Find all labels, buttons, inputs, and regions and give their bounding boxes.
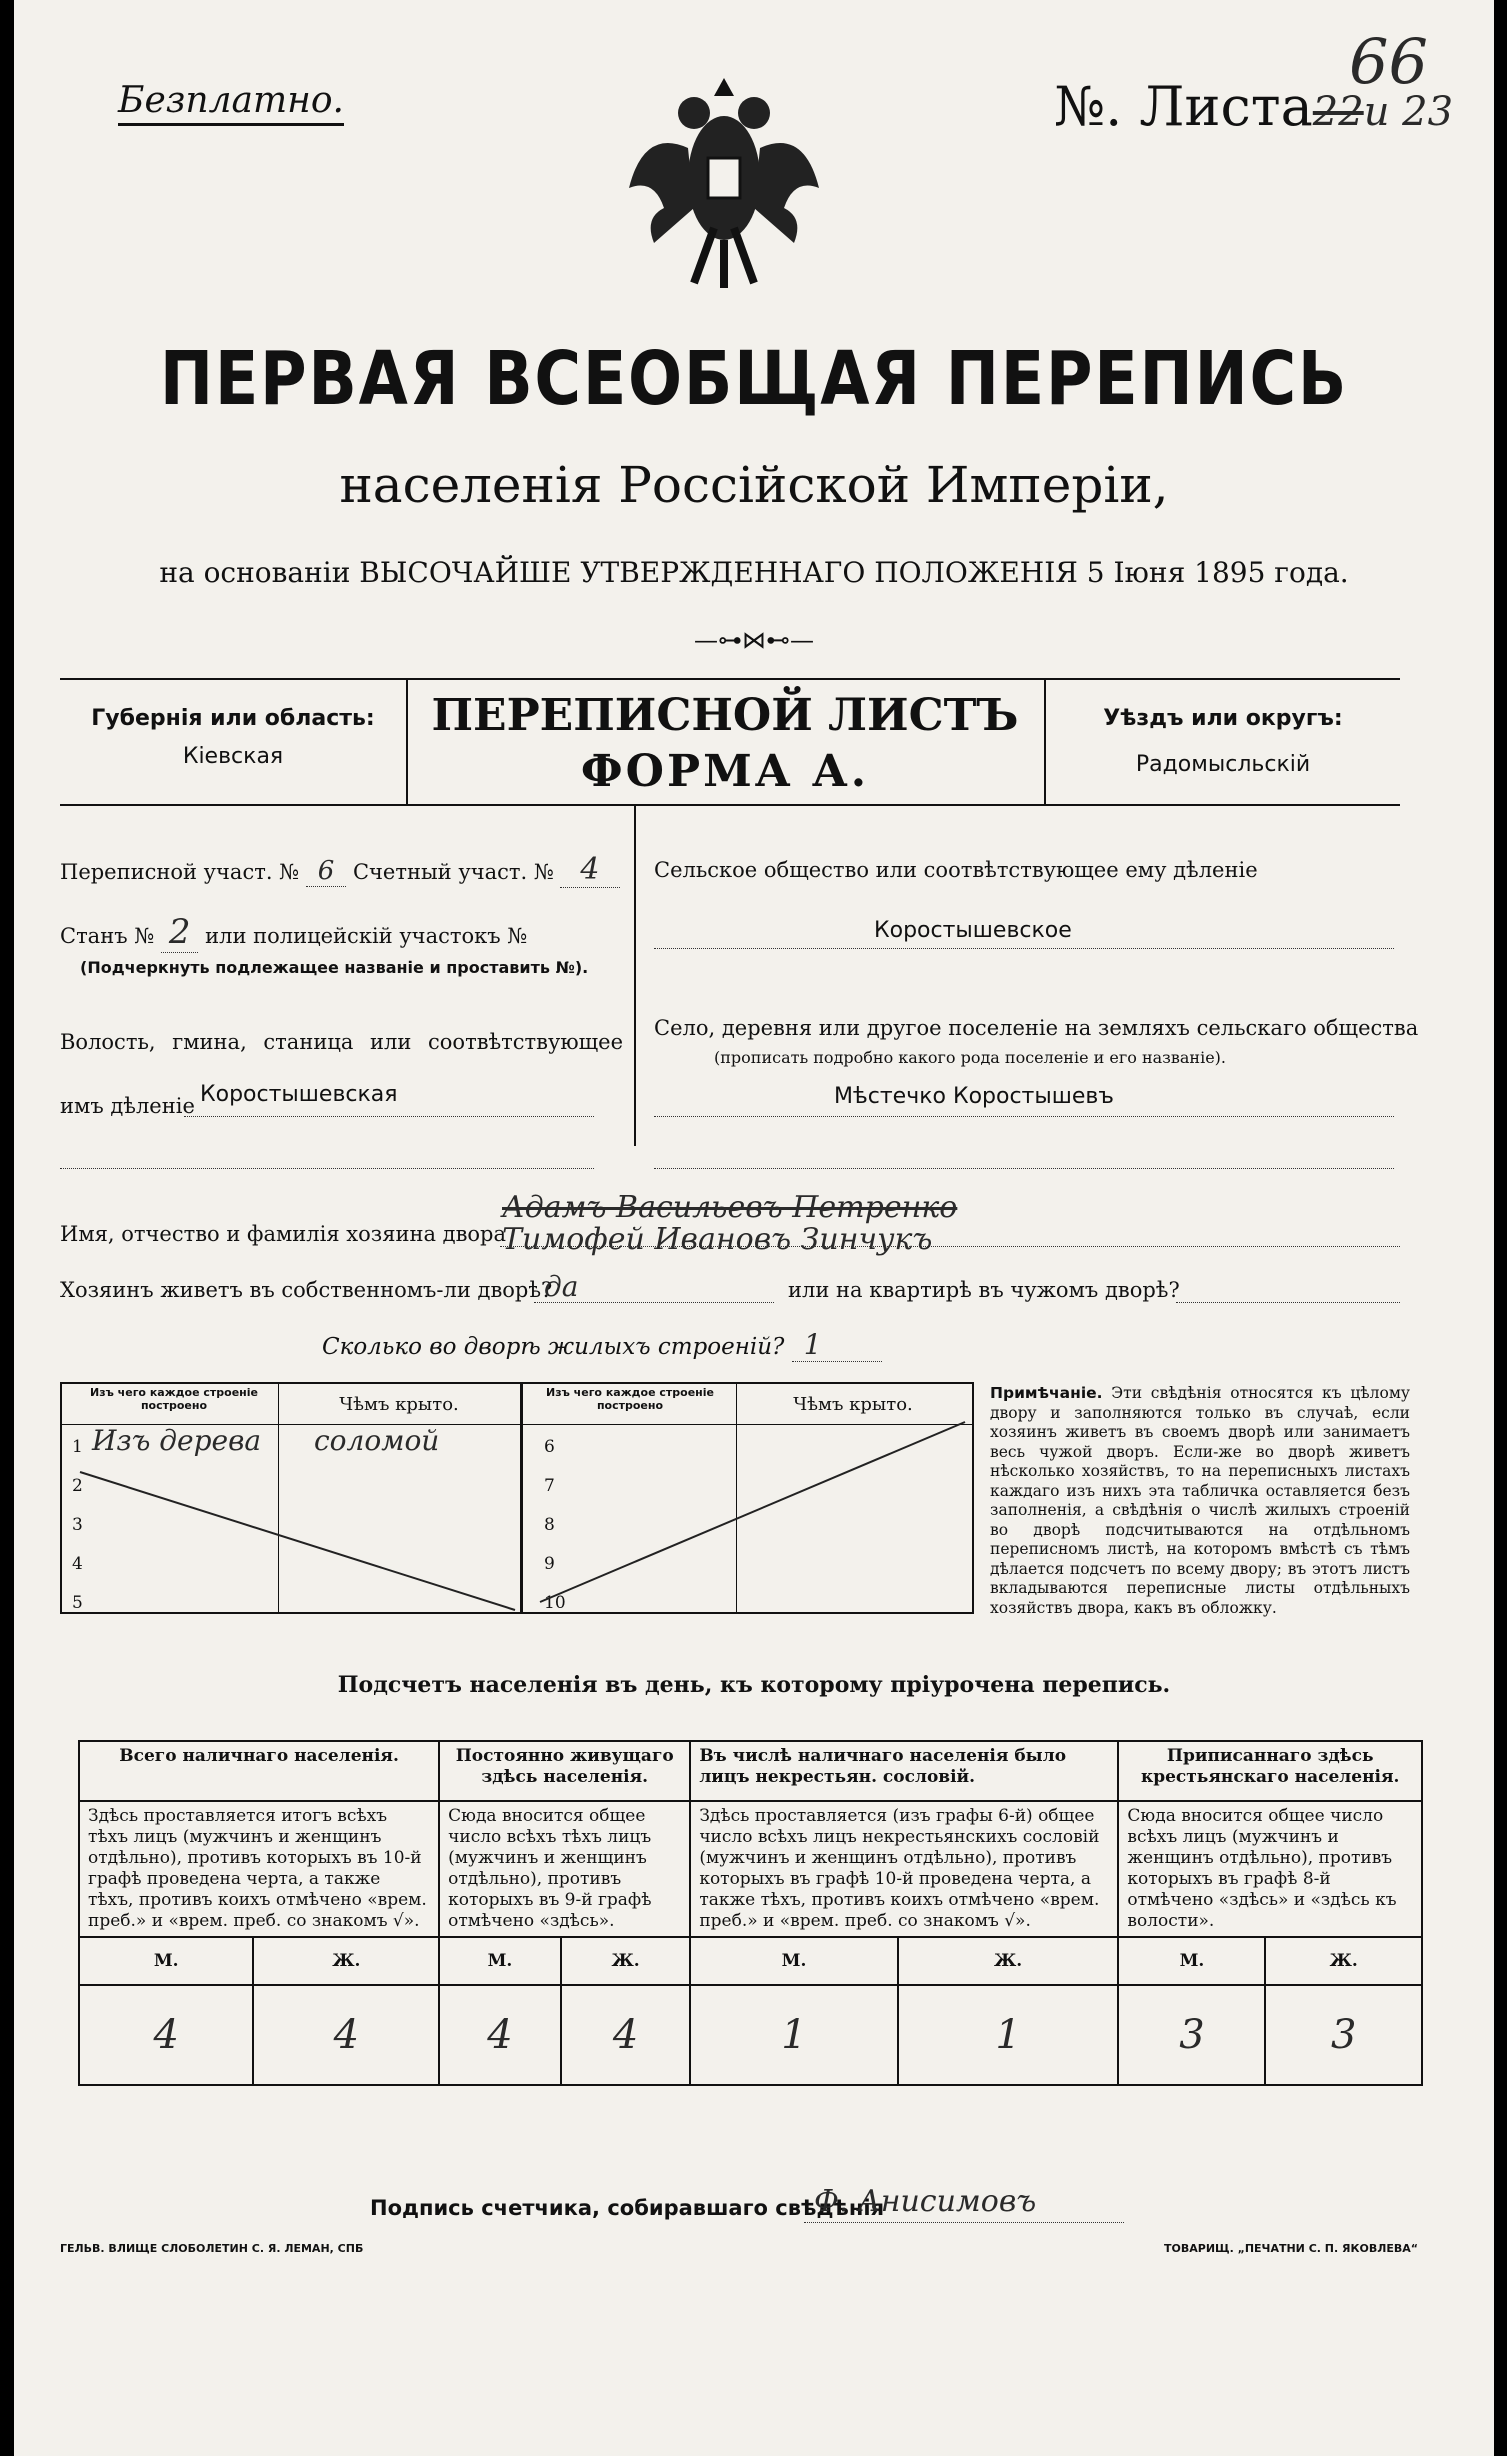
- row-number: 7: [544, 1476, 555, 1496]
- row-number: 10: [544, 1593, 566, 1613]
- printer-right: ТОВАРИЩ. „ПЕЧАТНИ С. П. ЯКОВЛЕВА“: [1164, 2242, 1418, 2255]
- buildings-note: [990, 1384, 1410, 1618]
- row-number: 9: [544, 1554, 555, 1574]
- census-title: Подсчетъ населенія въ день, къ которому пріурочена перепись.: [337, 1672, 1171, 1698]
- col-m: М.: [690, 1937, 897, 1985]
- group-desc: Здѣсь проставляется (изъ графы 6-й) общее число всѣхъ лицъ некрестьянскихъ сословій (мужчинъ и женщинъ отдѣльно), противъ которыхъ въ графѣ 10-й проведена черта, а также тѣхъ, противъ коихъ отмѣчено «врем. преб.» и «врем. преб. со знакомъ √».: [690, 1801, 1118, 1937]
- volost-label-line2: имъ дѣленіе: [60, 1094, 195, 1118]
- count-value: 3: [1118, 1985, 1265, 2085]
- volost-underline-2: [60, 1168, 594, 1169]
- free-label: Безплатно.: [118, 80, 344, 126]
- subtitle: населенія Россійской Имперіи,: [339, 456, 1169, 514]
- form-subtitle: ФОРМА А.: [580, 746, 870, 797]
- group-desc: Сюда вносится общее число всѣхъ тѣхъ лицъ (мужчинъ и женщинъ отдѣльно), противъ которыхъ въ 9-й графѣ отмѣчено «здѣсь».: [439, 1801, 690, 1937]
- census-section-label: Переписной участ. №: [60, 860, 300, 884]
- corner-number: 66: [1349, 25, 1428, 98]
- district-label: Уѣздъ или округъ:: [1103, 706, 1343, 731]
- village-underline: [654, 1116, 1394, 1117]
- group-title: Въ числѣ наличнаго населенія было лицъ некрестьян. сословій.: [690, 1741, 1118, 1801]
- census-section-value: 6: [306, 856, 347, 887]
- count-section-value: 4: [560, 852, 619, 888]
- row-number: 2: [72, 1476, 83, 1496]
- sheet-number-value: и 23: [1363, 89, 1454, 135]
- village-note: (прописать подробно какого рода поселеніе и его названіе).: [714, 1048, 1226, 1067]
- col-m: М.: [79, 1937, 253, 1985]
- owner-crossed: Адамъ Васильевъ Петренко: [502, 1190, 958, 1225]
- row-number: 1: [72, 1437, 83, 1457]
- sheet-number-label: №. Листа: [1054, 75, 1313, 138]
- ornament-divider: —⊶⋈⊷—: [694, 626, 814, 654]
- stan-value: 2: [161, 912, 199, 953]
- count-value: 1: [690, 1985, 897, 2085]
- police-label: или полицейскій участокъ №: [205, 924, 528, 948]
- buildings-col-material-right: Изъ чего каждое строеніе построено: [545, 1386, 715, 1412]
- header-rule-bottom: [60, 804, 1400, 806]
- society-underline: [654, 948, 1394, 949]
- volost-underline: [184, 1116, 594, 1117]
- census-table: [78, 1740, 1423, 2086]
- row-number: 4: [72, 1554, 83, 1574]
- owner-underline: [500, 1246, 1400, 1247]
- own-yard-label: Хозяинъ живетъ въ собственномъ-ли дворѣ?: [60, 1278, 553, 1302]
- signature-value: Ф. Анисимовъ: [814, 2184, 1037, 2219]
- col-f: Ж.: [561, 1937, 690, 1985]
- village-label: Село, деревня или другое поселеніе на земляхъ сельскаго общества: [654, 1016, 1419, 1040]
- count-value: 4: [439, 1985, 561, 2085]
- col-f: Ж.: [253, 1937, 439, 1985]
- count-section-label: Счетный участ. №: [352, 860, 554, 884]
- owner-value: Тимофей Ивановъ Зинчукъ: [502, 1222, 933, 1257]
- buildings-question-label: Сколько во дворѣ жилыхъ строеній?: [322, 1334, 785, 1360]
- sheet-number-crossed: 22: [1312, 89, 1364, 135]
- count-value: 4: [561, 1985, 690, 2085]
- building-material-value: Изъ дерева: [92, 1424, 262, 1457]
- district-value: Радомысльскій: [1135, 752, 1311, 777]
- row-number: 6: [544, 1437, 555, 1457]
- decree-line: на основаніи ВЫСОЧАЙШЕ УТВЕРЖДЕННАГО ПОЛОЖЕНІЯ 5 Іюня 1895 года.: [159, 556, 1349, 589]
- imperial-eagle-emblem: [624, 68, 824, 298]
- census-section: [60, 852, 620, 887]
- stan-label: Станъ №: [60, 924, 155, 948]
- rented-yard-label: или на квартирѣ въ чужомъ дворѣ?: [788, 1278, 1180, 1302]
- group-desc: Здѣсь проставляется итогъ всѣхъ тѣхъ лицъ (мужчинъ и женщинъ отдѣльно), противъ которыхъ въ 10-й графѣ проведена черта, а также тѣхъ, противъ коихъ отмѣчено «врем. преб.» и «врем. преб. со знакомъ √».: [79, 1801, 439, 1937]
- row-number: 5: [72, 1593, 83, 1613]
- main-title: ПЕРВАЯ ВСЕОБЩАЯ ПЕРЕПИСЬ: [159, 336, 1349, 422]
- group-desc: Сюда вносится общее число всѣхъ лицъ (мужчинъ и женщинъ отдѣльно), противъ которыхъ въ графѣ 8-й отмѣчено «здѣсь» и «здѣсь къ волости».: [1118, 1801, 1422, 1937]
- row-number: 8: [544, 1515, 555, 1535]
- village-value: Мѣстечко Коростышевъ: [834, 1084, 1114, 1109]
- own-yard-value: да: [544, 1270, 579, 1303]
- building-roof-value: соломой: [314, 1424, 440, 1457]
- buildings-col-material-left: Изъ чего каждое строеніе построено: [89, 1386, 259, 1412]
- col-m: М.: [439, 1937, 561, 1985]
- count-value: 4: [79, 1985, 253, 2085]
- buildings-col-roof-right: Чѣмъ крыто.: [793, 1394, 913, 1415]
- buildings-question-value: 1: [792, 1328, 882, 1362]
- form-title: ПЕРЕПИСНОЙ ЛИСТЪ: [431, 690, 1019, 741]
- own-yard-underline: [534, 1302, 774, 1303]
- group-title: Всего наличнаго населенія.: [79, 1741, 439, 1801]
- owner-label: Имя, отчество и фамилія хозяина двора: [60, 1222, 507, 1246]
- sheet-number: [1054, 75, 1453, 138]
- group-title: Приписаннаго здѣсь крестьянскаго населенія.: [1118, 1741, 1422, 1801]
- col-f: Ж.: [1265, 1937, 1422, 1985]
- buildings-strike-lines: [60, 1382, 972, 1614]
- row-number: 3: [72, 1515, 83, 1535]
- group-title: Постоянно живущаго здѣсь населенія.: [439, 1741, 690, 1801]
- signature-label: Подпись счетчика, собиравшаго свѣдѣнія: [370, 2196, 885, 2220]
- count-value: 4: [253, 1985, 439, 2085]
- province-value: Кіевская: [182, 744, 284, 769]
- buildings-question: [322, 1328, 882, 1361]
- society-label: Сельское общество или соотвѣтствующее ему дѣленіе: [654, 858, 1258, 882]
- rented-yard-underline: [1176, 1302, 1400, 1303]
- header-divider-right: [1044, 680, 1046, 804]
- society-value: Коростышевское: [874, 918, 1072, 943]
- block-divider: [634, 806, 636, 1146]
- census-sheet: [14, 0, 1494, 2456]
- count-value: 3: [1265, 1985, 1422, 2085]
- province-label: Губернія или область:: [91, 706, 375, 731]
- stan-line: [60, 912, 527, 952]
- col-f: Ж.: [898, 1937, 1119, 1985]
- buildings-col-roof-left: Чѣмъ крыто.: [339, 1394, 459, 1415]
- col-m: М.: [1118, 1937, 1265, 1985]
- note-text: Эти свѣдѣнія относятся къ цѣлому двору и заполняются только въ случаѣ, если хозяинъ живетъ въ своемъ дворѣ или занимаетъ весь чужой дворъ. Если-же во дворѣ живетъ нѣсколько хозяйствъ, то на переписныхъ листахъ каждаго изъ нихъ эта табличка оставляется безъ заполненія, а свѣдѣнія о числѣ жилыхъ строеній во дворѣ подсчитываются на отдѣльномъ переписномъ листѣ, на которомъ вмѣстѣ съ тѣмъ дѣлается подсчетъ по всему двору; въ этотъ листъ вкладываются переписные листы отдѣльныхъ хозяйствъ двора, какъ въ обложку.: [990, 1384, 1410, 1617]
- underline-note: (Подчеркнуть подлежащее названіе и проставить №).: [80, 958, 589, 977]
- volost-label: Волость, гмина, станица или соотвѣтствующее: [60, 1030, 624, 1054]
- count-value: 1: [898, 1985, 1119, 2085]
- signature-underline: [804, 2222, 1124, 2223]
- volost-value: Коростышевская: [200, 1082, 398, 1107]
- header-rule: [60, 678, 1400, 680]
- note-lead: Примѣчаніе.: [990, 1384, 1103, 1402]
- printer-left: ГЕЛЬВ. ВЛИЩЕ СЛОБОЛЕТИН С. Я. ЛЕМАН, СПБ: [60, 2242, 364, 2255]
- village-underline-2: [654, 1168, 1394, 1169]
